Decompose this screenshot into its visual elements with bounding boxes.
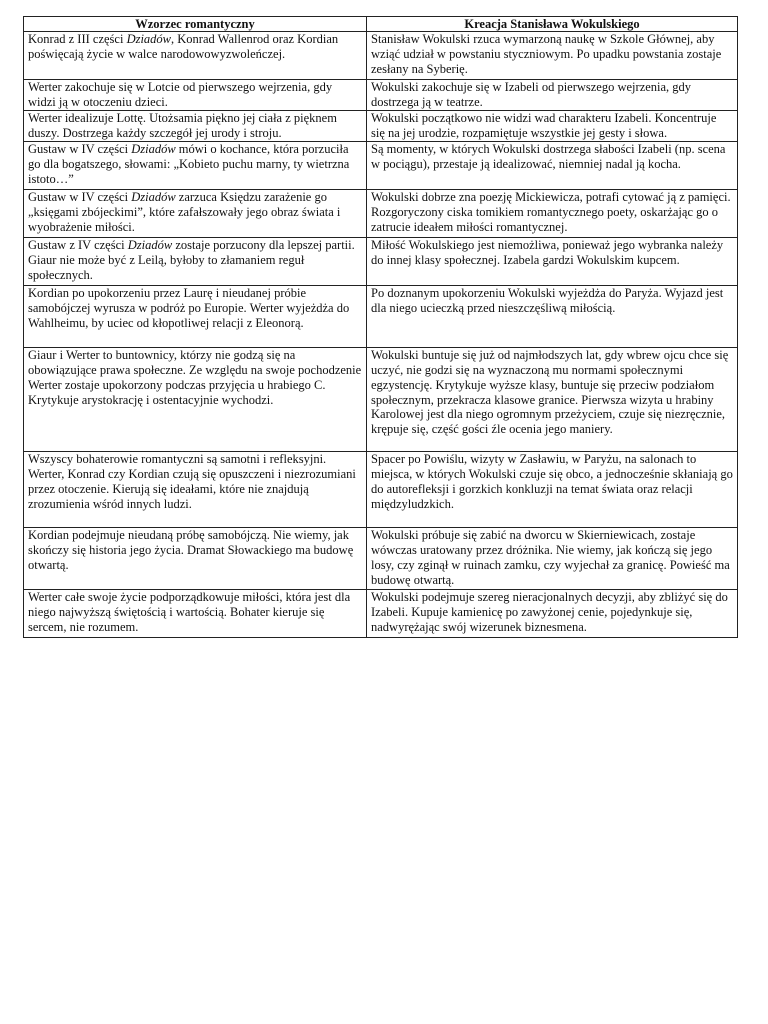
cell-text: Gustaw w IV części bbox=[28, 189, 132, 204]
table-row bbox=[24, 189, 738, 237]
cell-text: Są momenty, w których Wokulski dostrzega słabości Izabeli (np. scena w pociągu), przestaje ją idealizować, niemniej nadal ją kocha. bbox=[371, 141, 726, 171]
wokulski-creation-cell bbox=[367, 347, 738, 451]
comparison-table bbox=[23, 16, 738, 638]
cell-text: Wokulski buntuje się już od najmłodszych lat, gdy wbrew ojcu chce się uczyć, nie godzi się na wyznaczoną mu normami społecznymi egzystencję. Krytykuje wyższe klasy, buntuje się przeciw podziałom społecznym, przekracza klasowe granice. Pierwsza wizyta u hrabiny Karolowej jest dla niego ogromnym przeżyciem, czuje się niezręcznie, krępuje się, część gości źle ocenia jego maniery. bbox=[371, 347, 729, 437]
romantic-pattern-cell bbox=[24, 237, 367, 285]
wokulski-creation-cell bbox=[367, 237, 738, 285]
table-row bbox=[24, 527, 738, 589]
table-body bbox=[24, 32, 738, 638]
cell-text: Kordian podejmuje nieudaną próbę samobójczą. Nie wiemy, jak skończy się historia jego życia. Dramat Słowackiego ma budowę otwartą. bbox=[28, 527, 354, 572]
table-row bbox=[24, 80, 738, 111]
table-row bbox=[24, 141, 738, 189]
table-row bbox=[24, 589, 738, 637]
table-row bbox=[24, 237, 738, 285]
italic-title-text: Dziadów bbox=[131, 141, 176, 156]
cell-text: Konrad z III części bbox=[28, 32, 127, 46]
cell-text: Werter zakochuje się w Lotcie od pierwszego wejrzenia, gdy widzi ją w otoczeniu dzieci. bbox=[28, 80, 333, 109]
italic-title-text: Dziadów bbox=[127, 237, 173, 252]
table-header-row bbox=[24, 17, 738, 32]
romantic-pattern-cell bbox=[24, 589, 367, 637]
wokulski-creation-cell bbox=[367, 141, 738, 189]
romantic-pattern-cell bbox=[24, 32, 367, 80]
italic-title-text: Dziadów bbox=[126, 32, 172, 46]
wokulski-creation-cell bbox=[367, 451, 738, 527]
table-row bbox=[24, 451, 738, 527]
header-wokulski-creation: Kreacja Stanisława Wokulskiego bbox=[367, 17, 738, 32]
italic-title-text: Dziadów bbox=[131, 189, 176, 204]
wokulski-creation-cell bbox=[367, 285, 738, 347]
header-romantic-pattern: Wzorzec romantyczny bbox=[24, 17, 367, 32]
cell-text: Wszyscy bohaterowie romantyczni są samotni i refleksyjni. Werter, Konrad czy Kordian czują się opuszczeni i niezrozumiani przez otoczenie. Kierują się ideałami, które nie znajdują zrozumienia wśród innych ludzi. bbox=[28, 451, 356, 511]
romantic-pattern-cell bbox=[24, 285, 367, 347]
wokulski-creation-cell bbox=[367, 32, 738, 80]
table-row bbox=[24, 32, 738, 80]
romantic-pattern-cell bbox=[24, 347, 367, 451]
table-row bbox=[24, 285, 738, 347]
cell-text: Wokulski dobrze zna poezję Mickiewicza, potrafi cytować ją z pamięci. Rozgoryczony ciska tomikiem romantycznego poety, oskarżając go o zatrucie ideałem miłości romantycznej. bbox=[371, 189, 731, 234]
cell-text: Giaur i Werter to buntownicy, którzy nie godzą się na obowiązujące prawa społeczne. Ze względu na swoje pochodzenie Werter zostaje upokorzony podczas przyjęcia u hrabiego C. Krytykuje arystokrację i ostentacyjnie wychodzi. bbox=[28, 347, 362, 407]
romantic-pattern-cell bbox=[24, 451, 367, 527]
wokulski-creation-cell bbox=[367, 589, 738, 637]
cell-text: Miłość Wokulskiego jest niemożliwa, ponieważ jego wybranka należy do innej klasy społecznej. Izabela gardzi Wokulskim kupcem. bbox=[371, 237, 724, 267]
cell-text: Wokulski próbuje się zabić na dworcu w Skierniewicach, zostaje wówczas uratowany przez dróżnika. Nie wiemy, jak kończą się jego losy, czy zginął w ruinach zamku, czy wyjechał za granicę. Powieść ma budowę otwartą. bbox=[371, 527, 730, 587]
wokulski-creation-cell bbox=[367, 189, 738, 237]
table-row bbox=[24, 110, 738, 141]
romantic-pattern-cell bbox=[24, 110, 367, 141]
cell-text: Werter całe swoje życie podporządkowuje miłości, która jest dla niego najwyższą świętością i wartością. Bohater kieruje się sercem, nie rozumem. bbox=[28, 589, 351, 634]
romantic-pattern-cell bbox=[24, 527, 367, 589]
cell-text: Wokulski początkowo nie widzi wad charakteru Izabeli. Koncentruje się na jej urodzie, rozpamiętuje wszystkie jej gesty i słowa. bbox=[371, 110, 717, 140]
cell-text: Gustaw z IV części bbox=[28, 237, 128, 252]
cell-text: zostaje porzucony dla lepszej partii. Giaur nie może być z Leilą, byłoby to złamaniem reguł społecznych. bbox=[28, 237, 355, 282]
romantic-pattern-cell bbox=[24, 80, 367, 111]
romantic-pattern-cell bbox=[24, 141, 367, 189]
cell-text: mówi o kochance, która porzuciła go dla bogatszego, słowami: „Kobieto puchu marny, ty wietrzna istoto…” bbox=[28, 141, 350, 186]
cell-text: , Konrad Wallenrod oraz Kordian poświęcają życie w walce narodowowyzwoleńczej. bbox=[28, 32, 339, 61]
wokulski-creation-cell bbox=[367, 110, 738, 141]
wokulski-creation-cell bbox=[367, 527, 738, 589]
wokulski-creation-cell bbox=[367, 80, 738, 111]
romantic-pattern-cell bbox=[24, 189, 367, 237]
cell-text: Wokulski podejmuje szereg nieracjonalnych decyzji, aby zbliżyć się do Izabeli. Kupuje kamienicę po zawyżonej cenie, pojedynkuje się, nadwyrężając swój wizerunek biznesmena. bbox=[371, 589, 728, 634]
cell-text: zarzuca Księdzu zarażenie go „księgami zbójeckimi”, które zafałszowały jego obraz świata i wyobrażenie miłości. bbox=[28, 189, 341, 234]
cell-text: Gustaw w IV części bbox=[28, 141, 132, 156]
cell-text: Stanisław Wokulski rzuca wymarzoną naukę w Szkole Głównej, aby wziąć udział w powstaniu styczniowym. Po upadku powstania zostaje zesłany na Syberię. bbox=[371, 32, 722, 76]
cell-text: Wokulski zakochuje się w Izabeli od pierwszego wejrzenia, gdy dostrzega ją w teatrze. bbox=[371, 80, 692, 109]
table-row bbox=[24, 347, 738, 451]
cell-text: Spacer po Powiślu, wizyty w Zasławiu, w Paryżu, na salonach to miejsca, w których Wokulski czuje się obco, a jednocześnie skłaniają go do autorefleksji i gorzkich konkluzji na temat świata oraz relacji międzyludzkich. bbox=[371, 451, 733, 511]
cell-text: Po doznanym upokorzeniu Wokulski wyjeżdża do Paryża. Wyjazd jest dla niego ucieczką przed nieszczęśliwą miłością. bbox=[371, 285, 724, 315]
cell-text: Kordian po upokorzeniu przez Laurę i nieudanej próbie samobójczej wyrusza w podróż po Europie. Werter wyjeżdża do Wahlheimu, by uciec od kłopotliwej relacji z Eleonorą. bbox=[28, 285, 350, 330]
cell-text: Werter idealizuje Lottę. Utożsamia piękno jej ciała z pięknem duszy. Dostrzega każdy szczegół jej urody i stroju. bbox=[28, 110, 337, 140]
